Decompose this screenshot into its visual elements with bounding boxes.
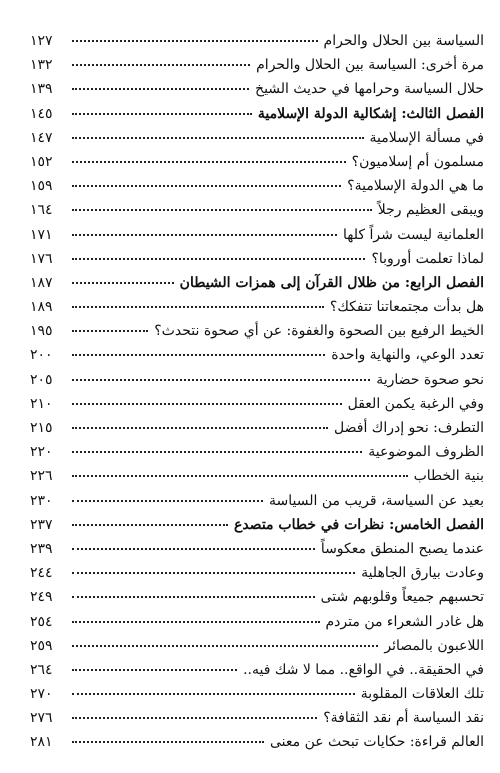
toc-entry [30,706,484,730]
toc-entry [30,610,484,634]
dot-leader [72,305,324,308]
toc-page-number: ١٩٥ [30,323,53,340]
toc-entry-title: تحسبهم جميعاً وقلوبهم شتى [320,589,484,606]
toc-page-number: ١٥٢ [30,153,53,170]
toc-page-number: ١٦٤ [30,202,53,219]
toc-entry-title: الفصل الخامس: نظرات في خطاب متصدع [233,516,484,533]
toc-page-number: ٢٠٠ [30,347,53,364]
toc-page-number: ٢٣٠ [30,492,53,509]
toc-page-number: ٢٧٦ [30,710,53,727]
toc-chapter-heading [30,271,484,295]
toc-entry [30,174,484,198]
dot-leader [72,620,320,623]
toc-page-number: ١٤٥ [30,105,53,122]
dot-leader [72,136,364,139]
toc-page-number: ٢٣٧ [30,516,53,533]
dot-leader [72,547,315,550]
toc-entry-title: نحو صحوة حضارية [376,371,484,388]
toc-entry-title: السياسة بين الحلال والحرام [323,33,484,49]
toc-entry-title: اللاعبون بالمصائر [384,637,484,654]
toc-entry-title: عندما يصبح المنطق معكوساً [320,540,484,557]
toc-entry [30,464,484,488]
toc-entry-title: العلمانية ليست شراً كلها [343,226,484,243]
toc-page-number: ٢٢٠ [30,444,53,461]
toc-entry [30,634,484,658]
toc-entry-title: في الحقيقة.. في الواقع.. مما لا شك فيه.. [243,661,484,678]
toc-entry [30,658,484,682]
toc-entry-title: العالم قراءة: حكايات تبحث عن معنى [269,734,484,751]
toc-entry-title: مسلمون أم إسلاميون؟ [351,153,484,170]
toc-entry [30,319,484,343]
toc-entry [30,368,484,392]
dot-leader [72,450,362,453]
toc-page-number: ٢٢٦ [30,468,53,485]
toc-entry [30,682,484,706]
toc-entry-title: ويبقى العظيم رجلاً [377,202,484,219]
dot-leader [72,595,315,598]
toc-page-number: ١٧٦ [30,250,53,267]
toc-page-number: ١٨٧ [30,274,53,291]
toc-entry [30,561,484,585]
toc-entry [30,440,484,464]
dot-leader [72,233,337,236]
toc-page-number: ٢٠٥ [30,371,53,388]
toc-entry-title: وعادت بيارق الجاهلية [361,565,484,582]
toc-entry-title: هل غادر الشعراء من متردم [325,613,484,630]
toc-entry-title: وفي الرغبة يكمن العقل [347,395,484,412]
toc-entry-title: حلال السياسة وحرامها في حديث الشيخ [255,81,484,98]
toc-entry [30,295,484,319]
dot-leader [72,474,408,477]
toc-entry [30,392,484,416]
toc-entry [30,343,484,367]
toc-page-number: ٢٥٤ [30,613,53,630]
toc-entry [30,585,484,609]
toc-entry [30,489,484,513]
dot-leader [72,426,328,429]
dot-leader [72,716,317,719]
toc-page-number: ٢٣٩ [30,540,53,557]
toc-page-number: ٢١٠ [30,395,53,412]
toc-entry [30,150,484,174]
toc-page-number: ٢٤٩ [30,589,53,606]
toc-entry-title: الخيط الرفيع بين الصحوة والغفوة: عن أي صحوة نتحدث؟ [154,323,484,340]
dot-leader [72,63,250,66]
toc-page-number: ١٤٧ [30,129,53,146]
toc-entry-title: الفصل الثالث: إشكالية الدولة الإسلامية [257,105,484,122]
toc-entry [30,223,484,247]
dot-leader [72,112,252,115]
dot-leader [72,571,355,574]
toc-page-number: ٢٧٠ [30,686,53,703]
dot-leader [72,281,174,284]
toc-entry-title: الظروف الموضوعية [368,444,484,461]
dot-leader [72,184,341,187]
toc-page-number: ٢٥٩ [30,637,53,654]
toc-entry [30,126,484,150]
toc-page-number: ١٨٩ [30,299,53,316]
toc-entry-title: نقد السياسة أم نقد الثقافة؟ [323,710,484,727]
toc-entry-title: بنية الخطاب [413,468,484,485]
toc-entry [30,198,484,222]
toc-entry-title: الفصل الرابع: من ظلال القرآن إلى همزات الشيطان [179,274,484,291]
dot-leader [72,208,372,211]
dot-leader [72,523,228,526]
toc-page-number: ١٣٩ [30,81,53,98]
toc-entry [30,53,484,77]
dot-leader [72,353,325,356]
toc-page-number: ١٥٩ [30,178,53,195]
dot-leader [72,402,342,405]
dot-leader [72,160,346,163]
toc-entry-title: التطرف: نحو إدراك أفضل [334,420,484,436]
dot-leader [72,644,378,647]
toc-page-number: ٢٤٤ [30,565,53,582]
toc-entry-title: تعدد الوعي، والنهاية واحدة [331,347,484,364]
dot-leader [72,740,264,743]
dot-leader [72,329,148,332]
toc-entry-title: في مسألة الإسلامية [369,129,484,146]
toc-page-number: ٢٦٤ [30,661,53,678]
toc-entry [30,29,484,53]
dot-leader [72,257,365,260]
toc-entry-title: لماذا تعلمت أوروبا؟ [371,250,484,267]
toc-entry-title: مرة أخرى: السياسة بين الحلال والحرام [256,57,484,74]
dot-leader [72,378,370,381]
toc-page-number: ١٧١ [30,226,53,243]
toc-entry [30,416,484,440]
dot-leader [72,39,318,42]
toc-page-number: ٢١٥ [30,420,53,436]
dot-leader [72,499,263,502]
dot-leader [72,692,355,695]
toc-page-number: ١٣٢ [30,57,53,74]
toc-page-number: ١٢٧ [30,33,53,49]
toc-entry-title: بعيد عن السياسة، قريب من السياسة [269,492,484,509]
dot-leader [72,668,237,671]
table-of-contents [30,29,484,755]
toc-entry-title: هل بدأت مجتمعاتنا تتفكك؟ [329,299,484,316]
toc-entry-title: تلك العلاقات المقلوبة [360,686,484,703]
toc-entry [30,537,484,561]
toc-entry [30,77,484,101]
toc-chapter-heading [30,513,484,537]
toc-entry [30,730,484,754]
toc-chapter-heading [30,102,484,126]
toc-entry [30,247,484,271]
toc-page-number: ٢٨١ [30,734,53,751]
dot-leader [72,87,249,90]
toc-entry-title: ما هي الدولة الإسلامية؟ [347,178,484,195]
